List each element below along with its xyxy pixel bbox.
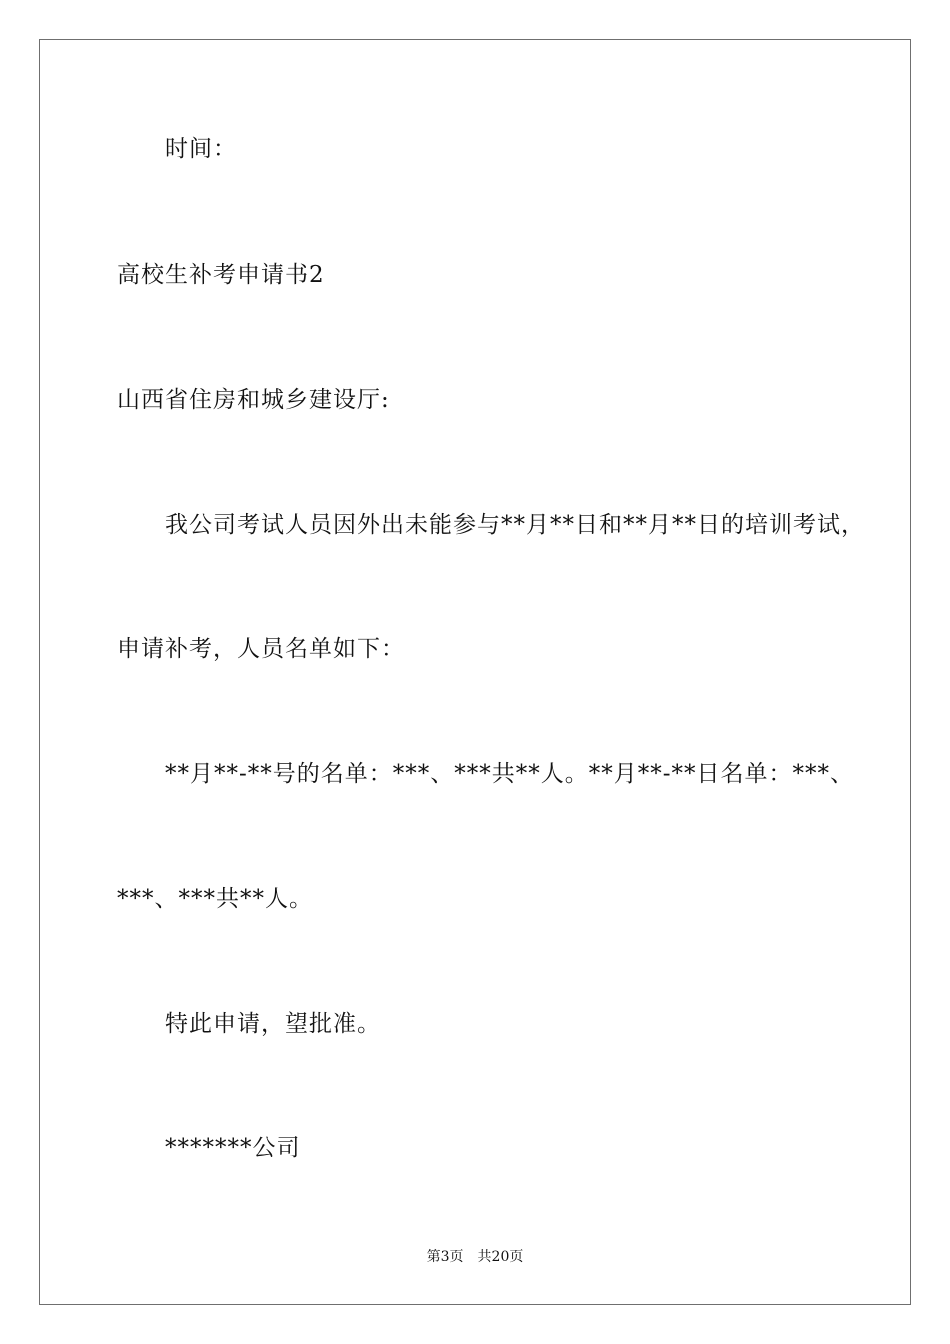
recipient-line: 山西省住房和城乡建设厅: bbox=[117, 387, 390, 413]
total-pages: 共20页 bbox=[477, 1249, 524, 1265]
document-title: 高校生补考申请书2 bbox=[117, 262, 325, 288]
time-label: 时间： bbox=[165, 136, 237, 162]
page-number: 第3页 bbox=[426, 1249, 464, 1265]
closing-request: 特此申请，望批准。 bbox=[165, 1011, 381, 1037]
name-list-line-1: **月**-**号的名单：***、***共**人。**月**-**日名单：***、 bbox=[165, 761, 855, 787]
name-list-line-2: ***、***共**人。 bbox=[117, 886, 313, 912]
company-signature: *******公司 bbox=[165, 1135, 301, 1161]
body-paragraph-line-1: 我公司考试人员因外出未能参与**月**日和**月**日的培训考试， bbox=[165, 512, 865, 538]
page-frame bbox=[39, 39, 911, 1305]
page-footer bbox=[0, 1247, 950, 1267]
body-paragraph-line-2: 申请补考，人员名单如下： bbox=[117, 636, 405, 662]
